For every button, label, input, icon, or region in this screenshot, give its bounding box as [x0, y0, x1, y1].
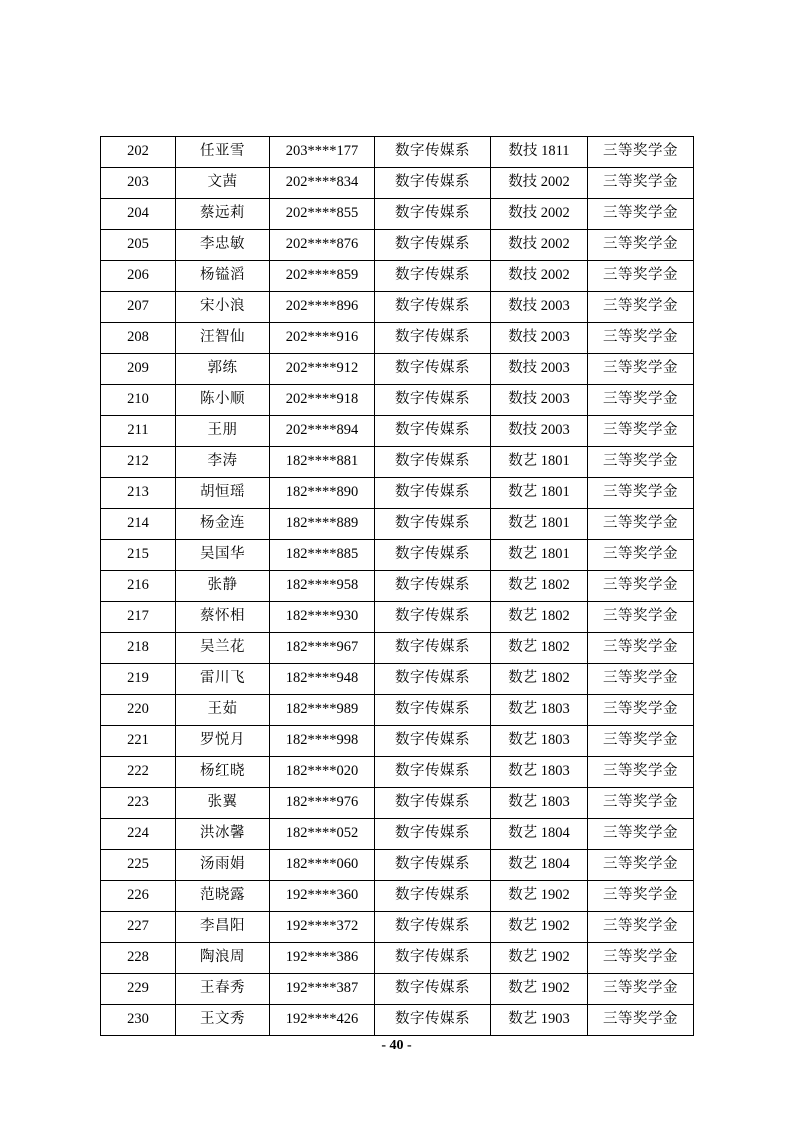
- cell-department: 数字传媒系: [375, 912, 491, 943]
- cell-class: 数艺 1902: [491, 912, 588, 943]
- table-row: [101, 912, 694, 943]
- cell-serial-number: 228: [101, 943, 176, 974]
- cell-id-number: 192****426: [270, 1005, 375, 1036]
- cell-student-name: 任亚雪: [176, 137, 270, 168]
- cell-id-number: 202****834: [270, 168, 375, 199]
- cell-award: 三等奖学金: [588, 602, 694, 633]
- cell-serial-number: 229: [101, 974, 176, 1005]
- cell-id-number: 182****958: [270, 571, 375, 602]
- cell-id-number: 203****177: [270, 137, 375, 168]
- cell-award: 三等奖学金: [588, 478, 694, 509]
- cell-award: 三等奖学金: [588, 819, 694, 850]
- cell-id-number: 202****918: [270, 385, 375, 416]
- cell-class: 数艺 1801: [491, 540, 588, 571]
- cell-department: 数字传媒系: [375, 943, 491, 974]
- cell-student-name: 陶浪周: [176, 943, 270, 974]
- cell-department: 数字传媒系: [375, 168, 491, 199]
- cell-student-name: 王春秀: [176, 974, 270, 1005]
- table-row: [101, 757, 694, 788]
- cell-award: 三等奖学金: [588, 571, 694, 602]
- cell-class: 数技 2003: [491, 292, 588, 323]
- cell-student-name: 吴兰花: [176, 633, 270, 664]
- cell-class: 数艺 1801: [491, 509, 588, 540]
- cell-student-name: 杨红晓: [176, 757, 270, 788]
- cell-id-number: 192****372: [270, 912, 375, 943]
- cell-class: 数艺 1903: [491, 1005, 588, 1036]
- award-table-body: [101, 137, 694, 1036]
- cell-student-name: 郭练: [176, 354, 270, 385]
- cell-student-name: 王茹: [176, 695, 270, 726]
- cell-award: 三等奖学金: [588, 943, 694, 974]
- cell-student-name: 李昌阳: [176, 912, 270, 943]
- cell-department: 数字传媒系: [375, 292, 491, 323]
- cell-serial-number: 227: [101, 912, 176, 943]
- cell-department: 数字传媒系: [375, 633, 491, 664]
- cell-class: 数技 2002: [491, 230, 588, 261]
- cell-student-name: 李涛: [176, 447, 270, 478]
- cell-department: 数字传媒系: [375, 819, 491, 850]
- cell-class: 数艺 1803: [491, 788, 588, 819]
- table-row: [101, 571, 694, 602]
- cell-serial-number: 202: [101, 137, 176, 168]
- cell-class: 数艺 1801: [491, 478, 588, 509]
- cell-id-number: 202****855: [270, 199, 375, 230]
- cell-student-name: 汪智仙: [176, 323, 270, 354]
- table-row: [101, 323, 694, 354]
- cell-student-name: 胡恒瑶: [176, 478, 270, 509]
- cell-id-number: 182****881: [270, 447, 375, 478]
- cell-serial-number: 218: [101, 633, 176, 664]
- cell-class: 数技 2002: [491, 199, 588, 230]
- cell-serial-number: 210: [101, 385, 176, 416]
- table-row: [101, 447, 694, 478]
- cell-id-number: 182****889: [270, 509, 375, 540]
- table-row: [101, 726, 694, 757]
- cell-student-name: 洪冰馨: [176, 819, 270, 850]
- table-row: [101, 354, 694, 385]
- cell-serial-number: 217: [101, 602, 176, 633]
- cell-class: 数技 2003: [491, 354, 588, 385]
- table-row: [101, 540, 694, 571]
- cell-serial-number: 225: [101, 850, 176, 881]
- cell-student-name: 范晓露: [176, 881, 270, 912]
- cell-id-number: 182****976: [270, 788, 375, 819]
- cell-department: 数字传媒系: [375, 447, 491, 478]
- cell-serial-number: 206: [101, 261, 176, 292]
- cell-department: 数字传媒系: [375, 881, 491, 912]
- cell-department: 数字传媒系: [375, 323, 491, 354]
- cell-serial-number: 209: [101, 354, 176, 385]
- table-row: [101, 850, 694, 881]
- cell-department: 数字传媒系: [375, 478, 491, 509]
- cell-department: 数字传媒系: [375, 199, 491, 230]
- cell-serial-number: 207: [101, 292, 176, 323]
- cell-class: 数艺 1801: [491, 447, 588, 478]
- cell-student-name: 吴国华: [176, 540, 270, 571]
- cell-id-number: 182****060: [270, 850, 375, 881]
- cell-award: 三等奖学金: [588, 664, 694, 695]
- cell-department: 数字传媒系: [375, 664, 491, 695]
- cell-award: 三等奖学金: [588, 168, 694, 199]
- table-row: [101, 881, 694, 912]
- cell-serial-number: 226: [101, 881, 176, 912]
- cell-class: 数艺 1804: [491, 819, 588, 850]
- cell-class: 数技 2003: [491, 416, 588, 447]
- cell-serial-number: 221: [101, 726, 176, 757]
- cell-student-name: 陈小顺: [176, 385, 270, 416]
- cell-department: 数字传媒系: [375, 137, 491, 168]
- table-row: [101, 974, 694, 1005]
- cell-department: 数字传媒系: [375, 757, 491, 788]
- cell-serial-number: 212: [101, 447, 176, 478]
- cell-award: 三等奖学金: [588, 354, 694, 385]
- cell-serial-number: 213: [101, 478, 176, 509]
- cell-id-number: 182****930: [270, 602, 375, 633]
- cell-class: 数艺 1902: [491, 881, 588, 912]
- cell-class: 数技 2003: [491, 385, 588, 416]
- cell-award: 三等奖学金: [588, 416, 694, 447]
- cell-student-name: 蔡怀相: [176, 602, 270, 633]
- cell-serial-number: 214: [101, 509, 176, 540]
- cell-award: 三等奖学金: [588, 261, 694, 292]
- cell-serial-number: 215: [101, 540, 176, 571]
- cell-award: 三等奖学金: [588, 757, 694, 788]
- cell-department: 数字传媒系: [375, 974, 491, 1005]
- table-row: [101, 819, 694, 850]
- cell-award: 三等奖学金: [588, 788, 694, 819]
- cell-class: 数艺 1902: [491, 974, 588, 1005]
- cell-student-name: 张静: [176, 571, 270, 602]
- cell-class: 数艺 1804: [491, 850, 588, 881]
- cell-class: 数艺 1902: [491, 943, 588, 974]
- cell-serial-number: 220: [101, 695, 176, 726]
- cell-award: 三等奖学金: [588, 323, 694, 354]
- cell-department: 数字传媒系: [375, 230, 491, 261]
- cell-award: 三等奖学金: [588, 726, 694, 757]
- cell-serial-number: 224: [101, 819, 176, 850]
- cell-student-name: 王文秀: [176, 1005, 270, 1036]
- cell-award: 三等奖学金: [588, 912, 694, 943]
- cell-award: 三等奖学金: [588, 447, 694, 478]
- cell-serial-number: 216: [101, 571, 176, 602]
- cell-award: 三等奖学金: [588, 230, 694, 261]
- cell-class: 数艺 1803: [491, 695, 588, 726]
- cell-award: 三等奖学金: [588, 695, 694, 726]
- cell-department: 数字传媒系: [375, 788, 491, 819]
- table-row: [101, 168, 694, 199]
- scholarship-award-table: [100, 136, 694, 1036]
- cell-id-number: 182****967: [270, 633, 375, 664]
- cell-department: 数字传媒系: [375, 850, 491, 881]
- cell-id-number: 192****360: [270, 881, 375, 912]
- cell-class: 数技 2002: [491, 261, 588, 292]
- cell-department: 数字传媒系: [375, 354, 491, 385]
- cell-department: 数字传媒系: [375, 571, 491, 602]
- cell-department: 数字传媒系: [375, 540, 491, 571]
- table-row: [101, 633, 694, 664]
- cell-id-number: 192****386: [270, 943, 375, 974]
- cell-student-name: 雷川飞: [176, 664, 270, 695]
- table-row: [101, 478, 694, 509]
- table-row: [101, 416, 694, 447]
- cell-serial-number: 219: [101, 664, 176, 695]
- cell-department: 数字传媒系: [375, 602, 491, 633]
- cell-student-name: 汤雨娟: [176, 850, 270, 881]
- cell-award: 三等奖学金: [588, 540, 694, 571]
- cell-serial-number: 211: [101, 416, 176, 447]
- cell-class: 数技 2002: [491, 168, 588, 199]
- cell-id-number: 182****885: [270, 540, 375, 571]
- cell-class: 数艺 1803: [491, 726, 588, 757]
- table-row: [101, 230, 694, 261]
- cell-department: 数字传媒系: [375, 261, 491, 292]
- cell-department: 数字传媒系: [375, 695, 491, 726]
- table-row: [101, 943, 694, 974]
- cell-serial-number: 230: [101, 1005, 176, 1036]
- cell-student-name: 蔡远莉: [176, 199, 270, 230]
- table-row: [101, 664, 694, 695]
- cell-student-name: 李忠敏: [176, 230, 270, 261]
- table-row: [101, 788, 694, 819]
- table-row: [101, 292, 694, 323]
- cell-serial-number: 223: [101, 788, 176, 819]
- cell-class: 数艺 1802: [491, 602, 588, 633]
- cell-award: 三等奖学金: [588, 1005, 694, 1036]
- cell-serial-number: 222: [101, 757, 176, 788]
- cell-id-number: 202****912: [270, 354, 375, 385]
- cell-award: 三等奖学金: [588, 974, 694, 1005]
- cell-id-number: 202****896: [270, 292, 375, 323]
- cell-id-number: 182****052: [270, 819, 375, 850]
- cell-id-number: 182****989: [270, 695, 375, 726]
- cell-department: 数字传媒系: [375, 509, 491, 540]
- table-row: [101, 385, 694, 416]
- cell-serial-number: 205: [101, 230, 176, 261]
- cell-student-name: 罗悦月: [176, 726, 270, 757]
- cell-department: 数字传媒系: [375, 1005, 491, 1036]
- cell-id-number: 182****020: [270, 757, 375, 788]
- cell-award: 三等奖学金: [588, 881, 694, 912]
- cell-award: 三等奖学金: [588, 199, 694, 230]
- cell-department: 数字传媒系: [375, 726, 491, 757]
- table-row: [101, 602, 694, 633]
- table-row: [101, 199, 694, 230]
- cell-award: 三等奖学金: [588, 509, 694, 540]
- table-row: [101, 1005, 694, 1036]
- cell-id-number: 192****387: [270, 974, 375, 1005]
- page-number: - 40 -: [381, 1038, 412, 1053]
- cell-department: 数字传媒系: [375, 385, 491, 416]
- cell-id-number: 202****916: [270, 323, 375, 354]
- cell-serial-number: 204: [101, 199, 176, 230]
- award-table-container: [100, 136, 693, 1036]
- table-row: [101, 137, 694, 168]
- table-row: [101, 261, 694, 292]
- cell-id-number: 202****876: [270, 230, 375, 261]
- cell-serial-number: 203: [101, 168, 176, 199]
- cell-student-name: 宋小浪: [176, 292, 270, 323]
- cell-id-number: 182****890: [270, 478, 375, 509]
- cell-class: 数技 1811: [491, 137, 588, 168]
- cell-class: 数艺 1802: [491, 633, 588, 664]
- table-row: [101, 509, 694, 540]
- cell-class: 数艺 1803: [491, 757, 588, 788]
- cell-class: 数技 2003: [491, 323, 588, 354]
- cell-id-number: 202****894: [270, 416, 375, 447]
- cell-student-name: 张翼: [176, 788, 270, 819]
- cell-student-name: 杨金连: [176, 509, 270, 540]
- cell-department: 数字传媒系: [375, 416, 491, 447]
- cell-class: 数艺 1802: [491, 571, 588, 602]
- cell-id-number: 182****998: [270, 726, 375, 757]
- cell-award: 三等奖学金: [588, 633, 694, 664]
- table-row: [101, 695, 694, 726]
- cell-id-number: 202****859: [270, 261, 375, 292]
- cell-class: 数艺 1802: [491, 664, 588, 695]
- cell-serial-number: 208: [101, 323, 176, 354]
- cell-award: 三等奖学金: [588, 292, 694, 323]
- cell-id-number: 182****948: [270, 664, 375, 695]
- cell-award: 三等奖学金: [588, 385, 694, 416]
- cell-student-name: 王朋: [176, 416, 270, 447]
- cell-student-name: 杨镒滔: [176, 261, 270, 292]
- cell-award: 三等奖学金: [588, 137, 694, 168]
- cell-award: 三等奖学金: [588, 850, 694, 881]
- cell-student-name: 文茜: [176, 168, 270, 199]
